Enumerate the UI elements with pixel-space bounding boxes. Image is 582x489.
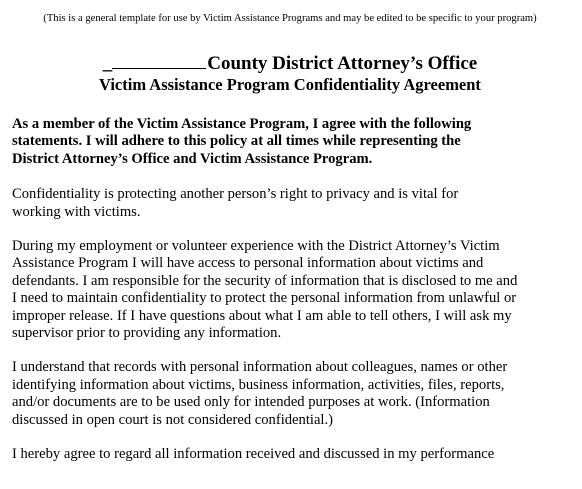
paragraph-line: improper release. If I have questions about what I am able to tell others, I will ask my bbox=[12, 307, 512, 324]
paragraph-agreement-regard bbox=[12, 446, 568, 463]
paragraph-line: I understand that records with personal information about colleagues, names or other bbox=[12, 359, 508, 376]
document-subtitle: Victim Assistance Program Confidentiality Agreement bbox=[99, 75, 481, 94]
paragraph-line: identifying information about victims, business information, activities, files, reports, bbox=[12, 376, 505, 393]
title-text: County District Attorney’s Office bbox=[207, 53, 478, 74]
county-name-blank[interactable] bbox=[112, 53, 206, 69]
paragraph-line: District Attorney’s Office and Victim Assistance Program. bbox=[12, 150, 373, 167]
template-note: (This is a general template for use by Victim Assistance Programs and may be edited to be specific to your program) bbox=[43, 13, 537, 24]
paragraph-agreement-statement bbox=[12, 116, 568, 168]
paragraph-line: Assistance Program I will have access to personal information about victims and bbox=[12, 255, 484, 272]
paragraph-line: As a member of the Victim Assistance Program, I agree with the following bbox=[12, 116, 472, 132]
document-title bbox=[12, 53, 568, 75]
paragraph-line: working with victims. bbox=[12, 203, 141, 220]
paragraph-line: I hereby agree to regard all information received and discussed in my performance bbox=[12, 446, 495, 463]
paragraph-line: supervisor prior to providing any information. bbox=[12, 325, 282, 342]
paragraph-line: I need to maintain confidentiality to protect the personal information from unlawful or bbox=[12, 290, 517, 307]
paragraph-line: defendants. I am responsible for the security of information that is disclosed to me and bbox=[12, 272, 518, 289]
paragraph-confidentiality-definition bbox=[12, 186, 568, 221]
paragraph-line: statements. I will adhere to this policy at all times while representing the bbox=[12, 133, 461, 150]
paragraph-line: During my employment or volunteer experience with the District Attorney’s Victim bbox=[12, 238, 500, 255]
paragraph-line: discussed in open court is not considered confidential.) bbox=[12, 411, 333, 428]
paragraph-line: and/or documents are to be used only for intended purposes at work. (Information bbox=[12, 394, 490, 411]
paragraph-line: Confidentiality is protecting another person’s right to privacy and is vital for bbox=[12, 186, 459, 203]
title-blank-prefix: _ bbox=[102, 53, 113, 74]
paragraph-records-usage bbox=[12, 359, 568, 429]
paragraph-access-responsibility bbox=[12, 238, 568, 342]
